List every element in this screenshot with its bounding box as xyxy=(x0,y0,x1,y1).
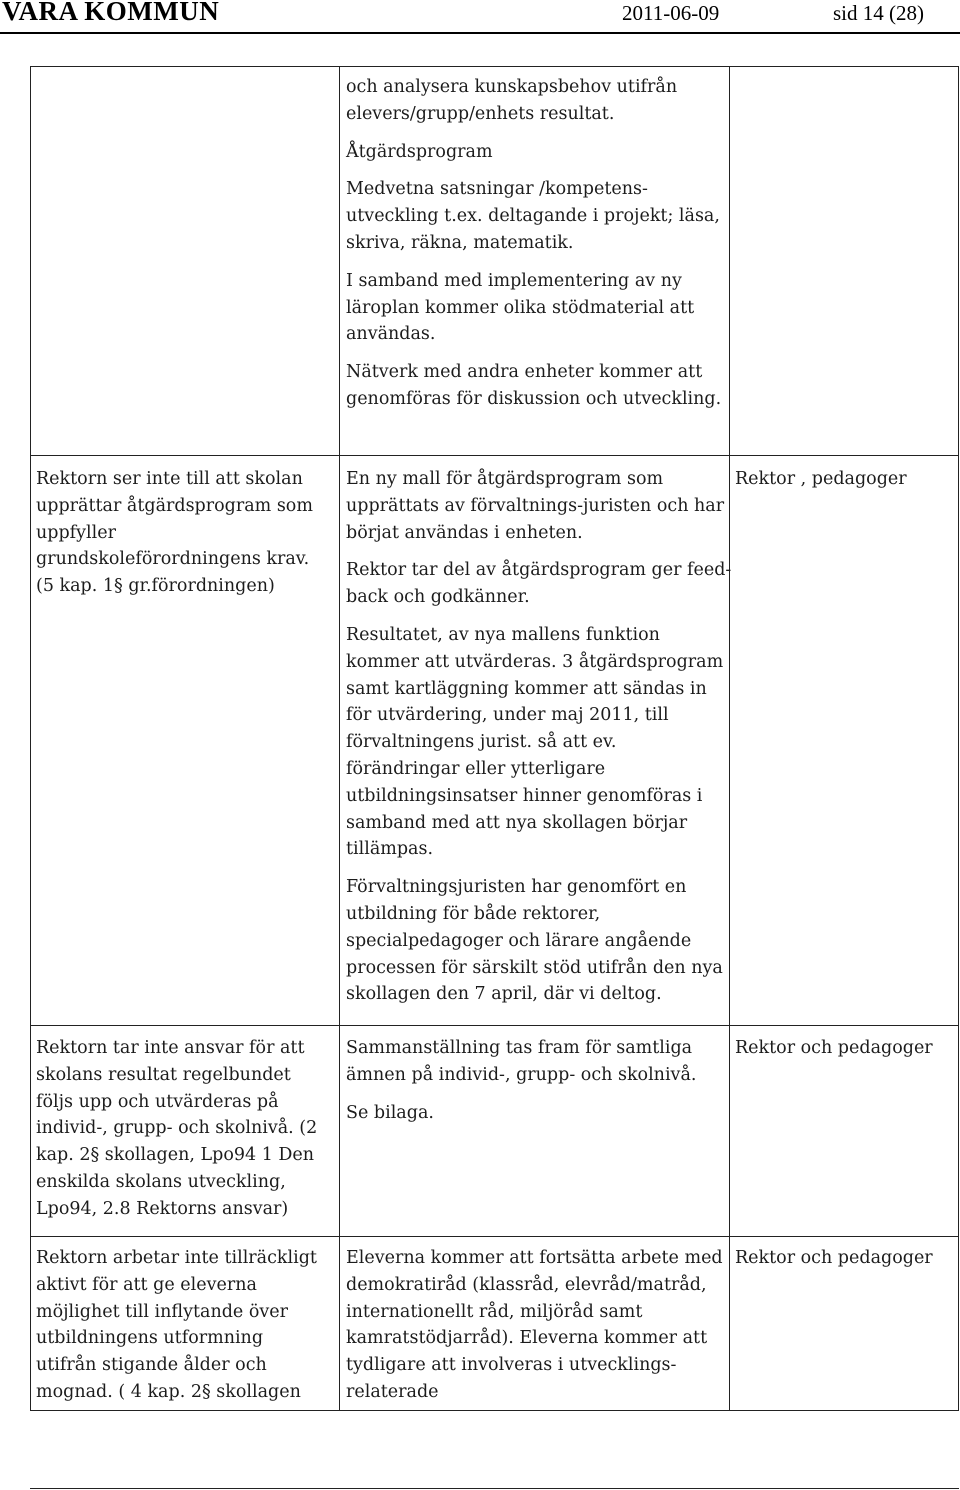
cell-paragraph: Eleverna kommer att fortsätta arbete med demokratiråd (klassråd, elevråd/matråd, internationellt råd, miljöråd samt kamratstödjarråd). Eleverna kommer att tydligare att involveras i utvecklings-relaterade xyxy=(346,1248,723,1402)
column-divider xyxy=(339,66,340,1411)
cell-paragraph: Rektorn ser inte till att skolan upprättar åtgärdsprogram som uppfyller grundskoleförordningens krav. (5 kap. 1§ gr.förordningen) xyxy=(36,469,313,597)
table-row-2-responsible xyxy=(735,466,957,504)
cell-paragraph: Rektor tar del av åtgärdsprogram ger feed-back och godkänner. xyxy=(346,560,732,608)
table-row-2-finding xyxy=(36,466,321,611)
cell-paragraph: Medvetna satsningar /kompetens-utveckling t.ex. deltagande i projekt; läsa, skriva, räkna, matematik. xyxy=(346,179,720,253)
cell-paragraph: Se bilaga. xyxy=(346,1102,434,1123)
table-row-3-responsible xyxy=(735,1035,957,1073)
row-divider xyxy=(30,1236,959,1237)
page-number: sid 14 (28) xyxy=(833,1,924,25)
cell-paragraph: Nätverk med andra enheter kommer att genomföras för diskussion och utveckling. xyxy=(346,362,722,409)
cell-paragraph: Resultatet, av nya mallens funktion kommer att utvärderas. 3 åtgärdsprogram samt kartläggning kommer att sändas in för utvärdering, under maj 2011, till förvaltningens jurist. så att ev. förändringar eller ytterligare utbildningsinsatser hinner genomföras i samband med att nya skollagen börjar tillämpas. xyxy=(346,624,724,860)
row-divider xyxy=(30,455,959,456)
footer-rule xyxy=(30,1488,959,1489)
cell-paragraph: Rektor , pedagoger xyxy=(735,469,907,489)
table-row-1-actions xyxy=(346,74,732,424)
cell-paragraph: En ny mall för åtgärdsprogram som upprättats av förvaltnings-juristen och har börjat användas i enheten. xyxy=(346,469,725,543)
cell-paragraph: Rektorn arbetar inte tillräckligt aktivt för att ge eleverna möjlighet till inflytande över utbildningens utformning utifrån stigande ålder och mognad. ( 4 kap. 2§ skollagen xyxy=(36,1248,317,1402)
municipality-title: VARA KOMMUN xyxy=(2,0,220,26)
cell-paragraph: I samband med implementering av ny läroplan kommer olika stödmaterial att användas. xyxy=(346,270,695,345)
table-row-4-responsible xyxy=(735,1245,957,1283)
table-row-2-actions xyxy=(346,466,732,1019)
cell-paragraph: Sammanställning tas fram för samtliga ämnen på individ-, grupp- och skolnivå. xyxy=(346,1038,697,1085)
cell-paragraph: och analysera kunskapsbehov utifrån elevers/grupp/enhets resultat. xyxy=(346,77,678,124)
cell-paragraph: Åtgärdsprogram xyxy=(346,141,493,162)
table-row-4-actions xyxy=(346,1245,732,1417)
document-date: 2011-06-09 xyxy=(622,1,720,25)
cell-paragraph: Rektorn tar inte ansvar för att skolans resultat regelbundet följs upp och utvärderas på individ-, grupp- och skolnivå. (2 kap. 2§ skollagen, Lpo94 1 Den enskilda skolans utveckling, Lpo94, 2.8 Rektorns ansvar) xyxy=(36,1038,318,1219)
row-divider xyxy=(30,1025,959,1026)
cell-paragraph: Rektor och pedagoger xyxy=(735,1248,933,1268)
cell-paragraph: Förvaltningsjuristen har genomfört en utbildning för både rektorer, specialpedagoger och lärare angående processen för särskilt stöd utifrån den nya skollagen den 7 april, där vi deltog. xyxy=(346,877,723,1005)
table-row-3-actions xyxy=(346,1035,732,1137)
cell-paragraph: Rektor och pedagoger xyxy=(735,1038,933,1058)
table-row-3-finding xyxy=(36,1035,321,1234)
table-row-4-finding xyxy=(36,1245,321,1417)
page-header xyxy=(0,0,960,34)
